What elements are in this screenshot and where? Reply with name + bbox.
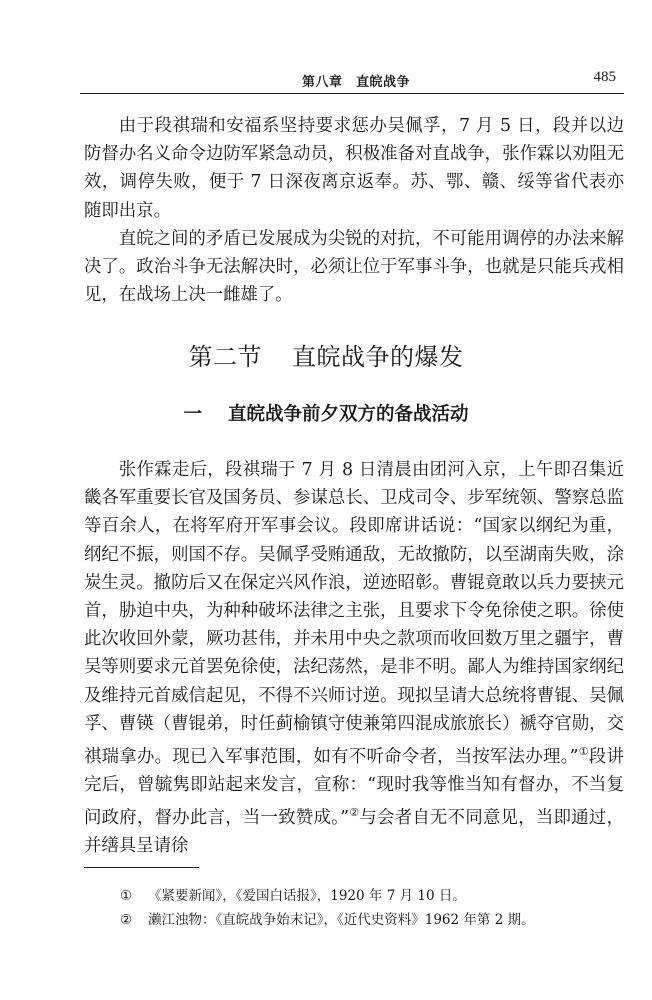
subsection-title: 直皖战争前夕双方的备战活动 xyxy=(228,404,469,425)
footnote xyxy=(120,884,535,908)
footnotes xyxy=(120,884,535,932)
paragraph xyxy=(84,456,624,860)
running-header xyxy=(80,65,624,94)
paragraph: 直皖之间的矛盾已发展成为尖锐的对抗，不可能用调停的办法来解决了。政治斗争无法解决时，必须让位于军事斗争，也就是只能兵戎相见，在战场上决一雌雄了。 xyxy=(84,228,624,306)
subsection-heading xyxy=(0,400,652,426)
footnote-ref[interactable]: ① xyxy=(578,745,589,759)
footnote-mark: ② xyxy=(120,912,133,928)
paragraph: 由于段祺瑞和安福系坚持要求惩办吴佩孚，7 月 5 日，段并以边防督办名义命令边防军紧急动员，积极准备对直战争，张作霖以劝阻无效，调停失败，便于 7 日深夜离京返奉。苏、鄂、赣、绥等省代表亦随即出京。 xyxy=(84,116,624,221)
text-segment: 张作霖走后，段祺瑞于 7 月 8 日清晨由团河入京，上午即召集近畿各军重要长官及国务员、参谋总长、卫戍司令、步军统领、警察总监等百余人，在将军府开军事会议。段即席讲话说：“国家以纲纪为重，纲纪不振，则国不存。吴佩孚受贿通敌，无故撤防，以至湖南失败，涂炭生灵。撤防后又在保定兴风作浪，逆迹昭彰。曹锟竟敢以兵力要挟元首，胁迫中央，为种种破坏法律之主张，且要求下令免徐使之职。徐使此次收回外蒙，厥功甚伟，并未用中央之款项而收回数万里之疆宇，曹吴等则要求元首罢免徐使，法纪荡然，是非不明。鄙人为维持国家纲纪及维持元首威信起见，不得不兴师讨逆。现拟呈请大总统将曹锟、吴佩孚、曹锳（曹锟弟，时任蓟榆镇守使兼第四混成旅旅长）褫夺官勋，交祺瑞拿办。现已入军事范围，如有不听命令者，当按军法办理。” xyxy=(84,460,624,767)
footnote-mark: ① xyxy=(120,888,133,904)
footnote xyxy=(120,908,535,932)
opening-paragraphs xyxy=(84,112,624,309)
page-number: 485 xyxy=(593,69,616,85)
footnote-text: 《紧要新闻》，《爱国白话报》，1920 年 7 月 10 日。 xyxy=(148,888,466,904)
section-number: 第二节 xyxy=(188,343,262,371)
footnote-text: 濑江浊物：《直皖战争始末记》，《近代史资料》1962 年第 2 期。 xyxy=(148,912,535,928)
section-title: 直皖战争的爆发 xyxy=(292,343,464,371)
text-segment: 与会者自无不同意见，当即通过，并缮具呈请徐 xyxy=(84,808,624,857)
footnote-ref[interactable]: ② xyxy=(349,806,360,820)
section-heading xyxy=(0,337,652,372)
footnote-divider xyxy=(84,867,199,868)
text-segment: 段讲完后，曾毓隽即站起来发言，宣称：“现时我等惟当知有督办，不当复问政府，督办此言，当一致赞成。” xyxy=(84,746,624,829)
subsection-number: 一 xyxy=(183,404,202,425)
chapter-header-title: 第八章 直皖战争 xyxy=(302,75,411,90)
main-body xyxy=(84,456,624,860)
